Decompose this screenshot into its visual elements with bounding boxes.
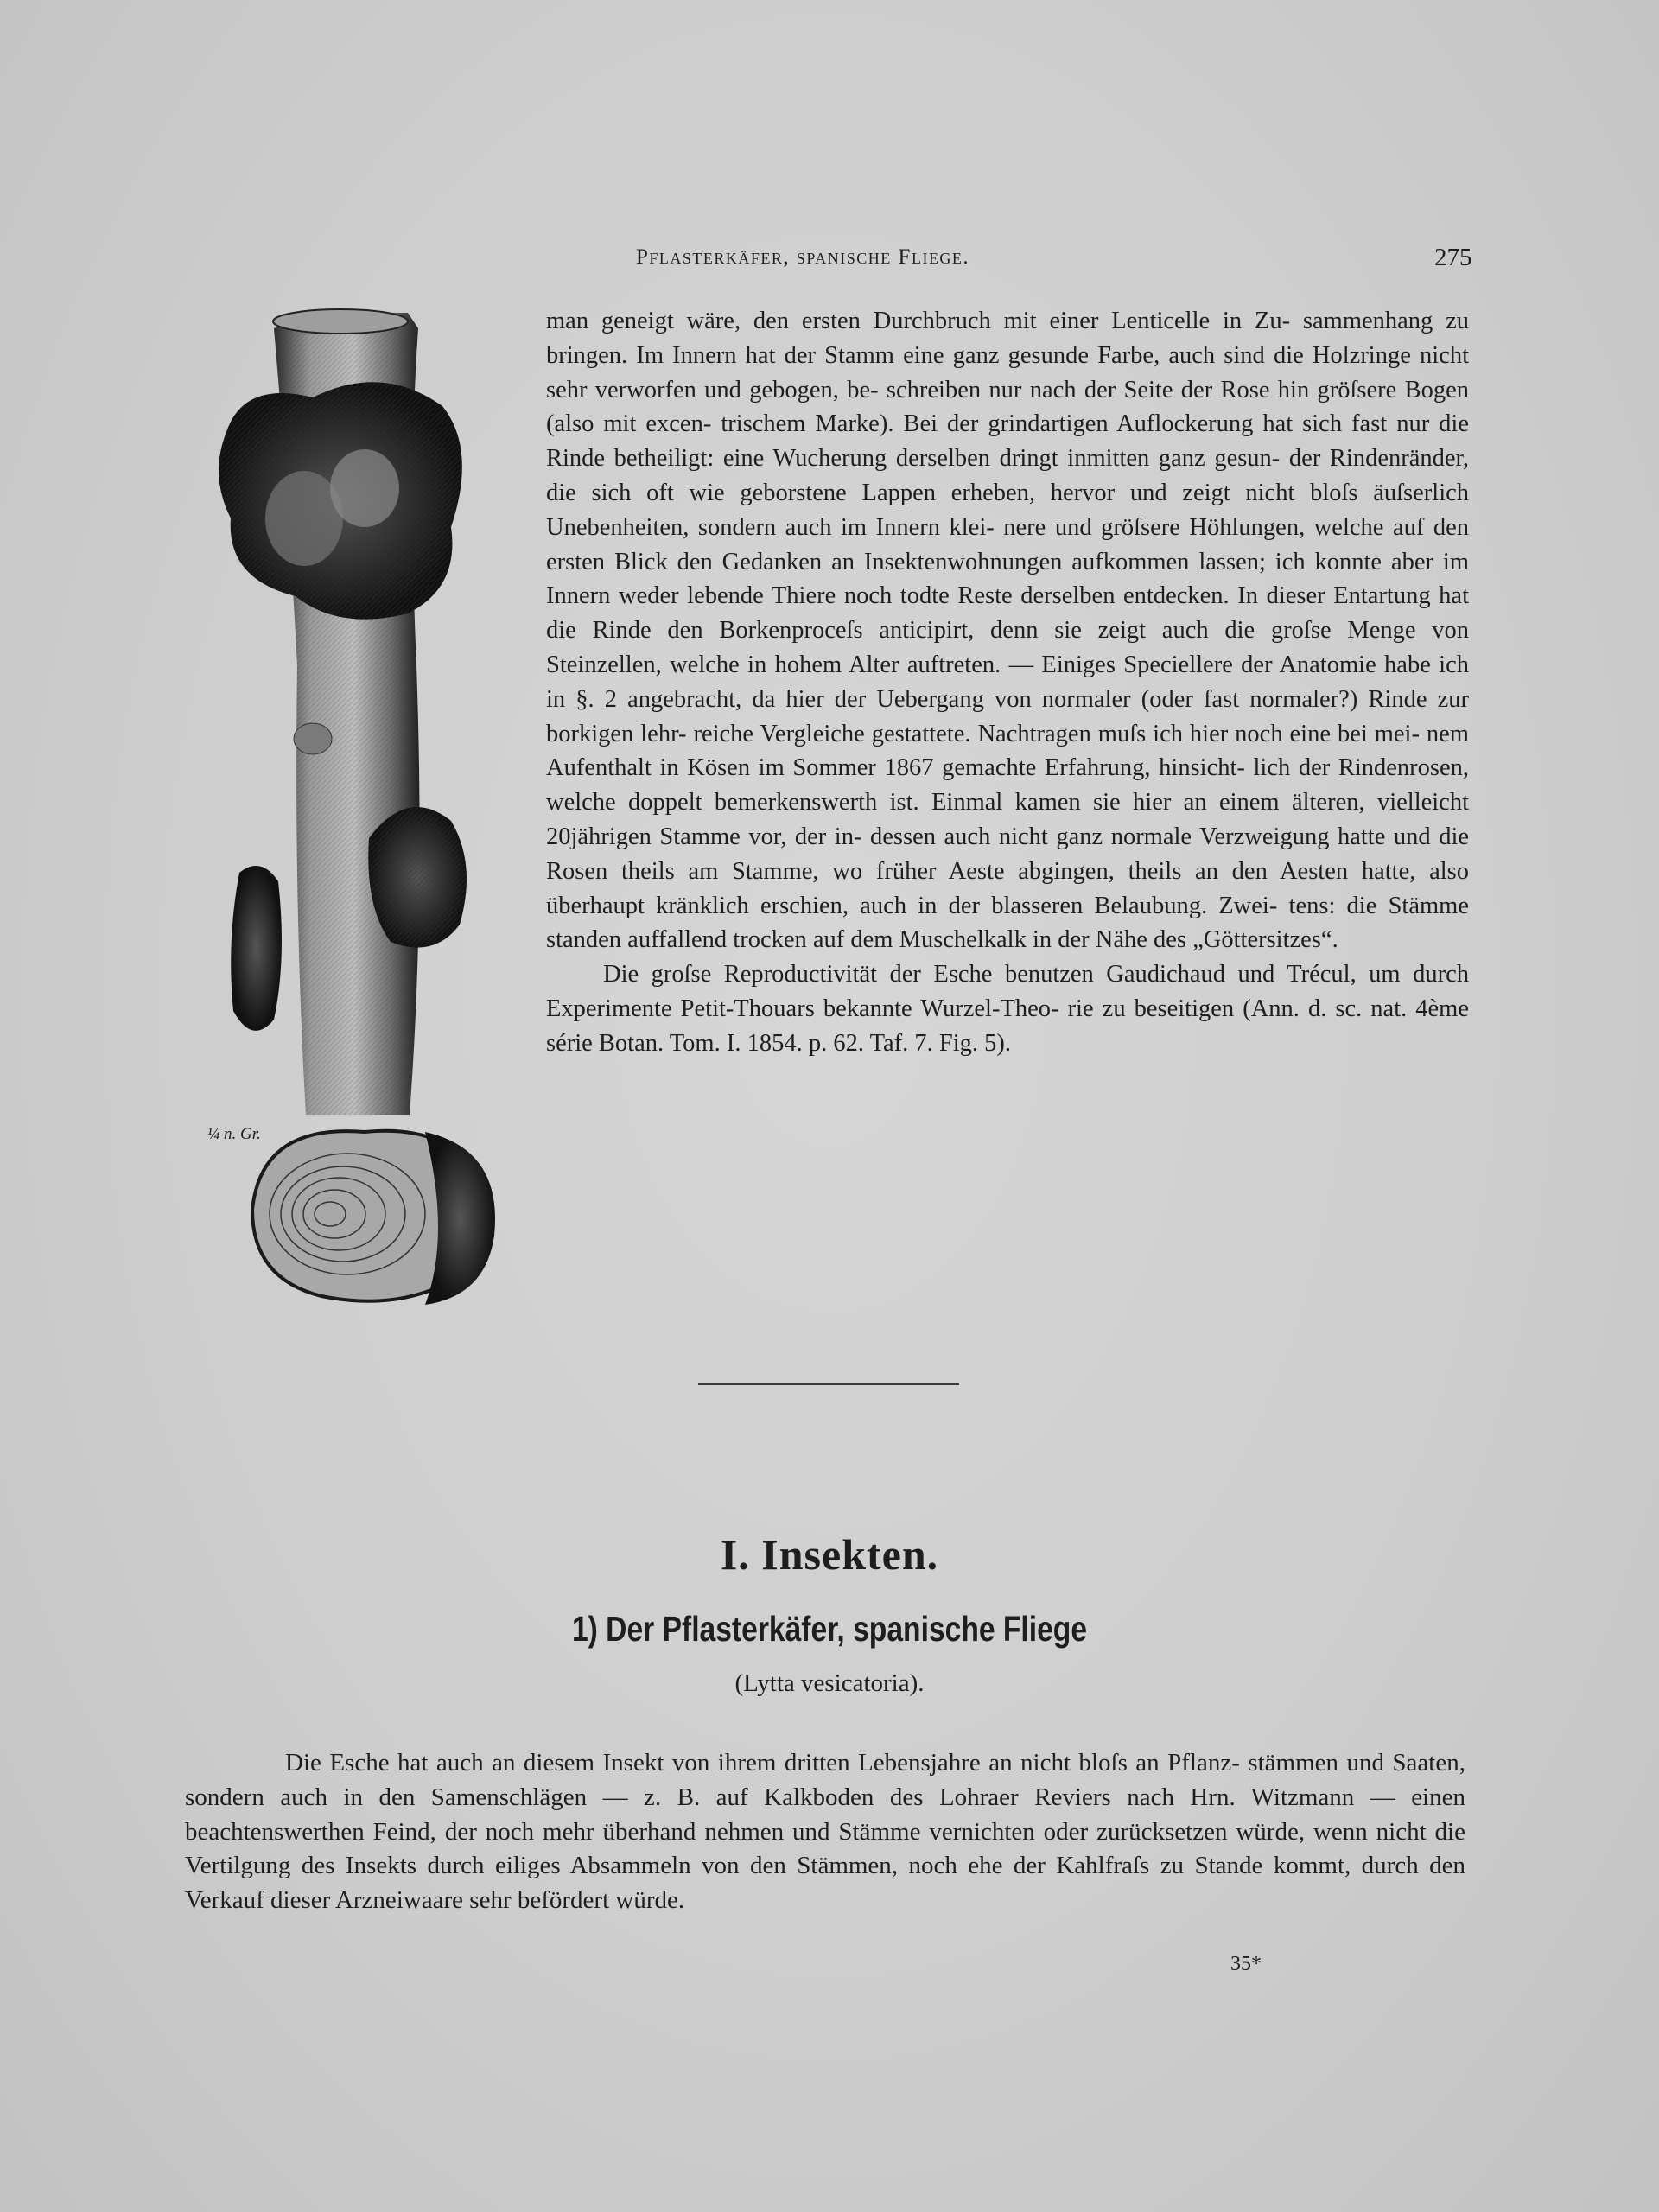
trunk-cross-section [252, 1131, 495, 1305]
body-text [185, 1746, 1465, 1918]
column-paragraph-2: Die groſse Reproductivität der Esche benutzen Gaudichaud und Trécul, um durch Experimente Petit-Thouars bekannte Wurzel-Theo- rie zu beseitigen (Ann. d. sc. nat. 4ème série Botan. Tom. I. 1854. p. 62. Taf. 7. Fig. 5). [546, 961, 1470, 1057]
ash-trunk-illustration [192, 302, 520, 1322]
body-paragraph: Die Esche hat auch an diesem Insekt von ihrem dritten Lebensjahre an nicht bloſs an Pflanz- stämmen und Saaten, sondern auch in den Samenschlägen — z. B. auf Kalkboden des Lohraer Reviers nach Hrn. Witzmann — einen beachtenswerthen Feind, der noch mehr überhand nehmen und Stämme vernichten oder zurücksetzen würde, wenn nicht die Vertilgung des Insekts durch eiliges Absammeln von den Stämmen, noch ehe der Kahlfraſs zu Stande kommt, durch den Verkauf dieser Arzneiwaare sehr befördert würde. [185, 1749, 1465, 1915]
section-title: I. Insekten. [720, 1530, 939, 1579]
signature-mark: 35* [1230, 1953, 1262, 1975]
column-text [546, 304, 1469, 1061]
bark-rose-left [231, 866, 282, 1031]
column-paragraph: man geneigt wäre, den ersten Durchbruch mit einer Lenticelle in Zu- sammenhang zu bringen. Im Innern hat der Stamm eine ganz gesunde Farbe, auch sind die Holzringe nicht sehr verworfen und gebogen, be- schreiben nur nach der Seite der Rose hin gröſsere Bogen (also mit excen- trischem Marke). Bei der grindartigen Auflockerung hat sich fast nur die Rinde betheiligt: eine Wucherung derselben dringt inmitten ganz gesun- der Rindenränder, die sich oft wie geborstene Lappen erheben, hervor und zeigt nicht bloſs äuſserlich Unebenheiten, sondern auch im Innern klei- nere und gröſsere Höhlungen, welche auf den ersten Blick den Gedanken an Insektenwohnungen aufkommen lassen; ich konnte aber im Innern weder lebende Thiere noch todte Reste derselben entdecken. In dieser Entartung hat die Rinde den Borkenproceſs anticipirt, denn sie zeigt auch die groſse Menge von Steinzellen, welche in hohem Alter auftreten. — Einiges Speciellere der Anatomie habe ich in §. 2 angebracht, da hier der Uebergang von normaler (oder fast normaler?) Rinde zur borkigen lehr- reiche Vergleiche gestattete. Nachtragen muſs ich hier noch eine bei mei- nem Aufenthalt in Kösen im Sommer 1867 gemachte Erfahrung, hinsicht- lich der Rindenrosen, welche doppelt bemerkenswerth ist. Einmal kamen sie hier an einem älteren, vielleicht 20jährigen Stamme vor, der in- dessen auch nicht ganz normale Verzweigung hatte und die Rosen theils am Stamme, wo früher Aeste abgingen, theils an den Aesten hatte, also überhaupt kränklich erschien, auch in der blasseren Belaubung. Zwei- tens: die Stämme standen auffallend trocken auf dem Muschelkalk in der Nähe des „Göttersitzes“. [546, 308, 1470, 954]
section-divider [698, 1383, 959, 1385]
species-subtitle: (Lytta vesicatoria). [734, 1669, 925, 1697]
running-head: Pflasterkäfer, spanische Fliege. [636, 245, 970, 269]
page-number: 275 [1434, 244, 1472, 271]
figure-caption: ¼ n. Gr. [207, 1125, 261, 1143]
chapter-title: 1) Der Pflasterkäfer, spanische Fliege [571, 1609, 1088, 1649]
